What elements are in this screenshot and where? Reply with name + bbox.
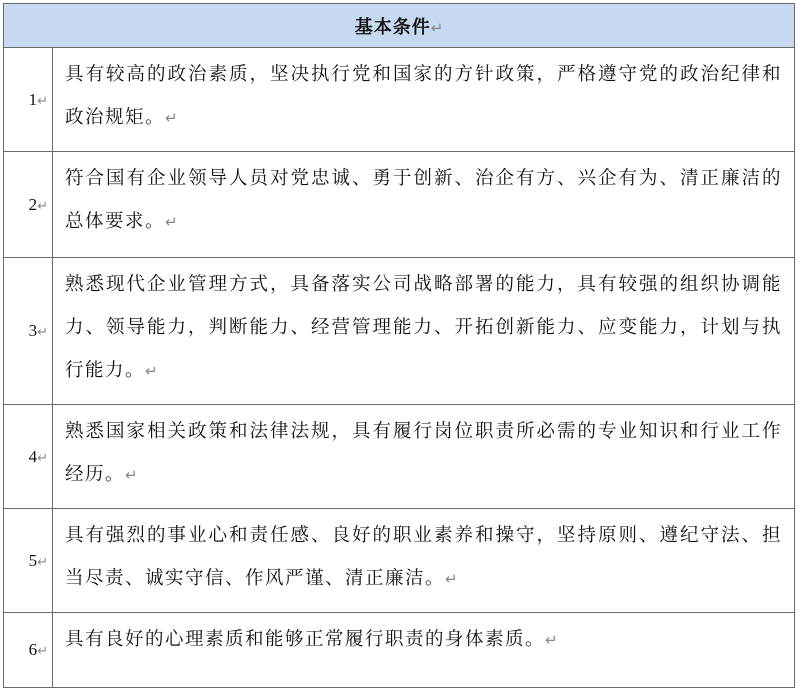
paragraph-mark: ↵: [165, 109, 178, 127]
row-number-cell: [4, 613, 53, 688]
table-title: 基本条件: [354, 16, 431, 38]
row-text: 熟悉现代企业管理方式，具备落实公司战略部署的能力，具有较强的组织协调能力、领导能力，判断能力、经营管理能力、开拓创新能力、应变能力，计划与执行能力。: [65, 274, 783, 381]
table-row: [4, 152, 795, 258]
paragraph-mark: ↵: [430, 18, 444, 37]
row-text: 具有强烈的事业心和责任感、良好的职业素养和操守，坚持原则、遵纪守法、担当尽责、诚实守信、作风严谨、清正廉洁。: [65, 525, 783, 589]
table-row: [4, 48, 795, 152]
row-number: 3: [28, 321, 38, 340]
row-number-cell: [4, 405, 53, 509]
table-row: [4, 509, 795, 613]
row-text: 具有较高的政治素质，坚决执行党和国家的方针政策，严格遵守党的政治纪律和政治规矩。: [65, 64, 783, 128]
row-number: 2: [28, 194, 38, 214]
row-number: 5: [28, 550, 38, 570]
paragraph-mark: ↵: [145, 362, 158, 380]
row-text-cell: [53, 48, 795, 152]
row-text-cell: [53, 509, 795, 613]
row-number-cell: [4, 509, 53, 613]
row-text-cell: [53, 152, 795, 258]
paragraph-mark: ↵: [37, 198, 48, 214]
row-number: 1: [28, 89, 38, 109]
row-number: 6: [28, 640, 38, 659]
table-header-row: [4, 4, 795, 48]
row-number-cell: [4, 258, 53, 405]
paragraph-mark: ↵: [165, 213, 178, 231]
row-text-cell: [53, 405, 795, 509]
table-row: [4, 613, 795, 688]
paragraph-mark: ↵: [37, 644, 48, 659]
row-number: 4: [28, 446, 38, 466]
row-number-cell: [4, 48, 53, 152]
row-text: 符合国有企业领导人员对党忠诚、勇于创新、治企有方、兴企有为、清正廉洁的总体要求。: [65, 168, 783, 232]
row-text: 具有良好的心理素质和能够正常履行职责的身体素质。: [65, 629, 546, 650]
paragraph-mark: ↵: [37, 325, 48, 340]
requirements-table: [3, 3, 795, 688]
row-text-cell: [53, 613, 795, 688]
row-text: 熟悉国家相关政策和法律法规，具有履行岗位职责所必需的专业知识和行业工作经历。: [65, 421, 783, 485]
row-number-cell: [4, 152, 53, 258]
paragraph-mark: ↵: [37, 554, 48, 570]
table-row: [4, 405, 795, 509]
paragraph-mark: ↵: [445, 570, 458, 588]
table-header-cell: [4, 4, 795, 48]
paragraph-mark: ↵: [125, 466, 138, 484]
row-text-cell: [53, 258, 795, 405]
table-row: [4, 258, 795, 405]
paragraph-mark: ↵: [545, 631, 558, 649]
paragraph-mark: ↵: [37, 93, 48, 109]
paragraph-mark: ↵: [37, 450, 48, 466]
